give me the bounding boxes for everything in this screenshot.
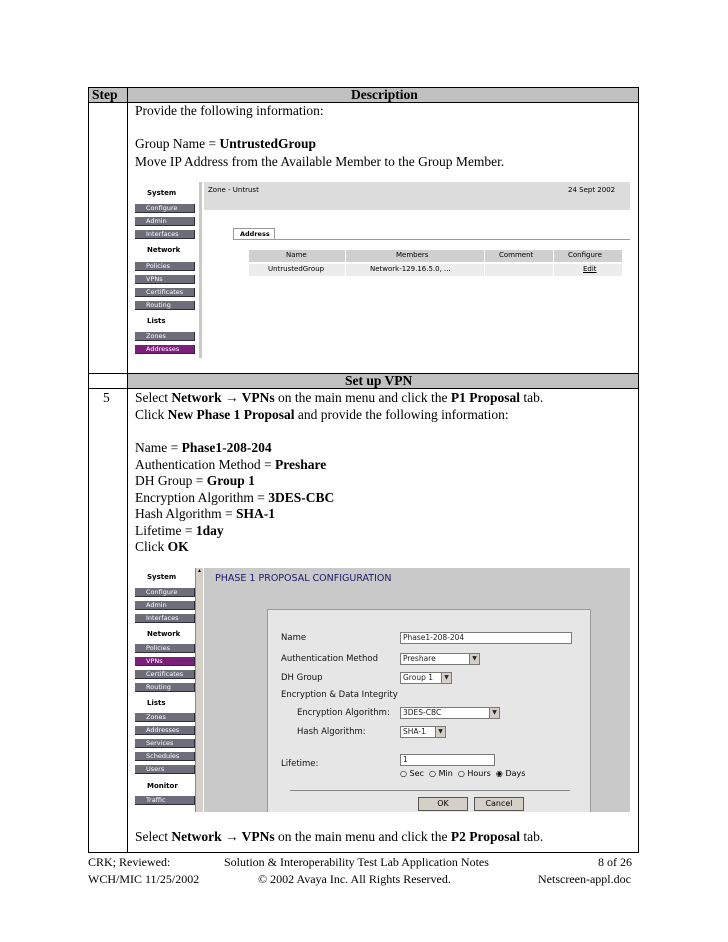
s2-nav-system[interactable]: System	[147, 573, 177, 581]
s2-scroll-up-icon[interactable]: ▲	[197, 569, 202, 574]
s1-col-members: Members	[345, 249, 485, 263]
footer-left2: WCH/MIC 11/25/2002	[88, 872, 200, 886]
section2-title: Set up VPN	[345, 373, 413, 388]
s2-nav-lists[interactable]: Lists	[147, 699, 166, 707]
footer-left1: CRK; Reviewed:	[88, 855, 171, 869]
s1-row-configure	[553, 263, 623, 277]
s1-nav-certificates[interactable]: Certificates	[135, 288, 195, 297]
s1-nav-zones[interactable]: Zones	[135, 332, 195, 341]
param-name: Name = Phase1-208-204	[135, 440, 272, 455]
s2-radio-days[interactable]: ◉ Days	[495, 769, 526, 778]
s2-nav-interfaces[interactable]: Interfaces	[135, 614, 195, 623]
group-name-value: UntrustedGroup	[219, 136, 316, 151]
s2-sidebar	[135, 568, 197, 812]
s1-nav-system[interactable]: System	[147, 189, 177, 197]
table-border-divider	[127, 87, 128, 853]
s1-tab-address-label: Address	[240, 230, 270, 238]
param-lifetime: Lifetime = 1day	[135, 523, 224, 538]
footer-center2: © 2002 Avaya Inc. All Rights Reserved.	[258, 872, 451, 886]
s1-edit-link[interactable]: Edit	[583, 265, 597, 273]
s2-nav-addresses[interactable]: Addresses	[135, 726, 195, 735]
footer-right2: Netscreen-appl.doc	[538, 872, 631, 886]
s1-date: 24 Sept 2002	[568, 186, 616, 194]
s1-nav-policies[interactable]: Policies	[135, 262, 195, 271]
footer-center1: Solution & Interoperability Test Lab Application Notes	[224, 855, 489, 869]
s2-nav-network[interactable]: Network	[147, 630, 181, 638]
s2-lbl-hash: Hash Algorithm:	[297, 727, 366, 737]
s2-nav-certificates[interactable]: Certificates	[135, 670, 195, 679]
s1-nav-interfaces[interactable]: Interfaces	[135, 230, 195, 239]
s1-tab-line	[233, 239, 630, 240]
s2-nav-monitor[interactable]: Monitor	[147, 782, 178, 790]
param-click: Click OK	[135, 539, 189, 554]
screenshot2	[135, 568, 630, 812]
s2-nav-schedules[interactable]: Schedules	[135, 752, 195, 761]
s2-auth-select[interactable]: Preshare ▼	[400, 653, 480, 665]
s2-nav-services[interactable]: Services	[135, 739, 195, 748]
s1-sidebar-divider	[199, 182, 202, 358]
table-border-right	[638, 87, 639, 853]
section2-line2: Click New Phase 1 Proposal and provide the following information:	[135, 407, 509, 422]
s2-nav-zones[interactable]: Zones	[135, 713, 195, 722]
s1-topbar	[204, 182, 630, 210]
arrow-icon: →	[221, 829, 242, 844]
s1-row-comment	[484, 263, 554, 277]
s2-nav-traffic[interactable]: Traffic	[135, 796, 195, 805]
s2-nav-users[interactable]: Users	[135, 765, 195, 774]
s1-nav-network[interactable]: Network	[147, 246, 181, 254]
param-enc: Encryption Algorithm = 3DES-CBC	[135, 490, 335, 505]
s2-lifetime-input[interactable]: 1	[400, 754, 495, 766]
s2-radio-min[interactable]: ○ Min	[429, 769, 453, 778]
table-border-bottom	[88, 852, 639, 853]
s2-lbl-name: Name	[281, 633, 307, 643]
section1-line1: Provide the following information:	[135, 103, 324, 118]
s1-nav-addresses[interactable]: Addresses	[135, 345, 195, 354]
s1-row-members: Network-129.16.5.0, ...	[345, 263, 485, 277]
s2-dh-select[interactable]: Group 1 ▼	[400, 672, 452, 684]
step-number-5: 5	[103, 390, 110, 405]
s2-nav-routing[interactable]: Routing	[135, 683, 195, 692]
param-dh: DH Group = Group 1	[135, 473, 255, 488]
table-border-left	[88, 87, 89, 853]
s2-cancel-button[interactable]: Cancel	[474, 797, 524, 811]
section2-line1: Select Network → VPNs on the main menu and click the P1 Proposal tab.	[135, 390, 544, 405]
header-description: Description	[351, 87, 418, 102]
section1-group-name	[135, 136, 316, 152]
s2-nav-admin[interactable]: Admin	[135, 601, 195, 610]
s1-nav-admin[interactable]: Admin	[135, 217, 195, 226]
s2-scrollbar[interactable]	[195, 568, 203, 812]
arrow-icon: →	[221, 390, 242, 405]
s2-separator	[290, 790, 570, 791]
s2-ok-button[interactable]: OK	[418, 797, 468, 811]
chevron-down-icon: ▼	[441, 673, 451, 683]
header-step: Step	[92, 87, 118, 102]
chevron-down-icon: ▼	[469, 654, 479, 664]
s2-hash-select[interactable]: SHA-1 ▼	[400, 726, 446, 738]
s1-nav-configure[interactable]: Configure	[135, 204, 195, 213]
s2-lbl-lifetime: Lifetime:	[281, 759, 319, 769]
s1-row-name: UntrustedGroup	[248, 263, 346, 277]
s1-nav-lists[interactable]: Lists	[147, 317, 166, 325]
s2-nav-configure[interactable]: Configure	[135, 588, 195, 597]
s1-nav-vpns[interactable]: VPNs	[135, 275, 195, 284]
s2-name-input[interactable]: Phase1-208-204	[400, 632, 572, 644]
s2-radio-sec[interactable]: ○ Sec	[400, 769, 424, 778]
section3-line: Select Network → VPNs on the main menu and click the P2 Proposal tab.	[135, 829, 544, 844]
footer-right1: 8 of 26	[598, 855, 632, 869]
s2-radio-hours[interactable]: ○ Hours	[457, 769, 491, 778]
screenshot1	[135, 182, 630, 358]
s1-col-comment: Comment	[484, 249, 554, 263]
s2-nav-vpns[interactable]: VPNs	[135, 657, 195, 666]
s2-lbl-enc: Encryption Algorithm:	[297, 708, 390, 718]
chevron-down-icon: ▼	[435, 727, 445, 737]
s1-col-configure: Configure	[553, 249, 623, 263]
section1-line3: Move IP Address from the Available Member to the Group Member.	[135, 154, 505, 169]
s2-nav-policies[interactable]: Policies	[135, 644, 195, 653]
chevron-down-icon: ▼	[489, 708, 499, 718]
s1-sidebar	[135, 182, 197, 358]
s2-lbl-auth: Authentication Method	[281, 654, 378, 664]
s1-nav-routing[interactable]: Routing	[135, 301, 195, 310]
s1-col-name: Name	[248, 249, 346, 263]
group-name-label: Group Name =	[135, 136, 220, 151]
s1-breadcrumb: Zone - Untrust	[208, 186, 259, 194]
s2-lbl-enc-integrity: Encryption & Data Integrity	[281, 690, 398, 700]
param-auth: Authentication Method = Preshare	[135, 457, 327, 472]
s2-lbl-dh: DH Group	[281, 673, 323, 683]
s2-page-title: PHASE 1 PROPOSAL CONFIGURATION	[215, 573, 392, 584]
s1-address-table	[248, 249, 621, 276]
param-hash: Hash Algorithm = SHA-1	[135, 506, 276, 521]
s2-lifetime-units	[400, 769, 525, 778]
s2-enc-select[interactable]: 3DES-CBC ▼	[400, 707, 500, 719]
